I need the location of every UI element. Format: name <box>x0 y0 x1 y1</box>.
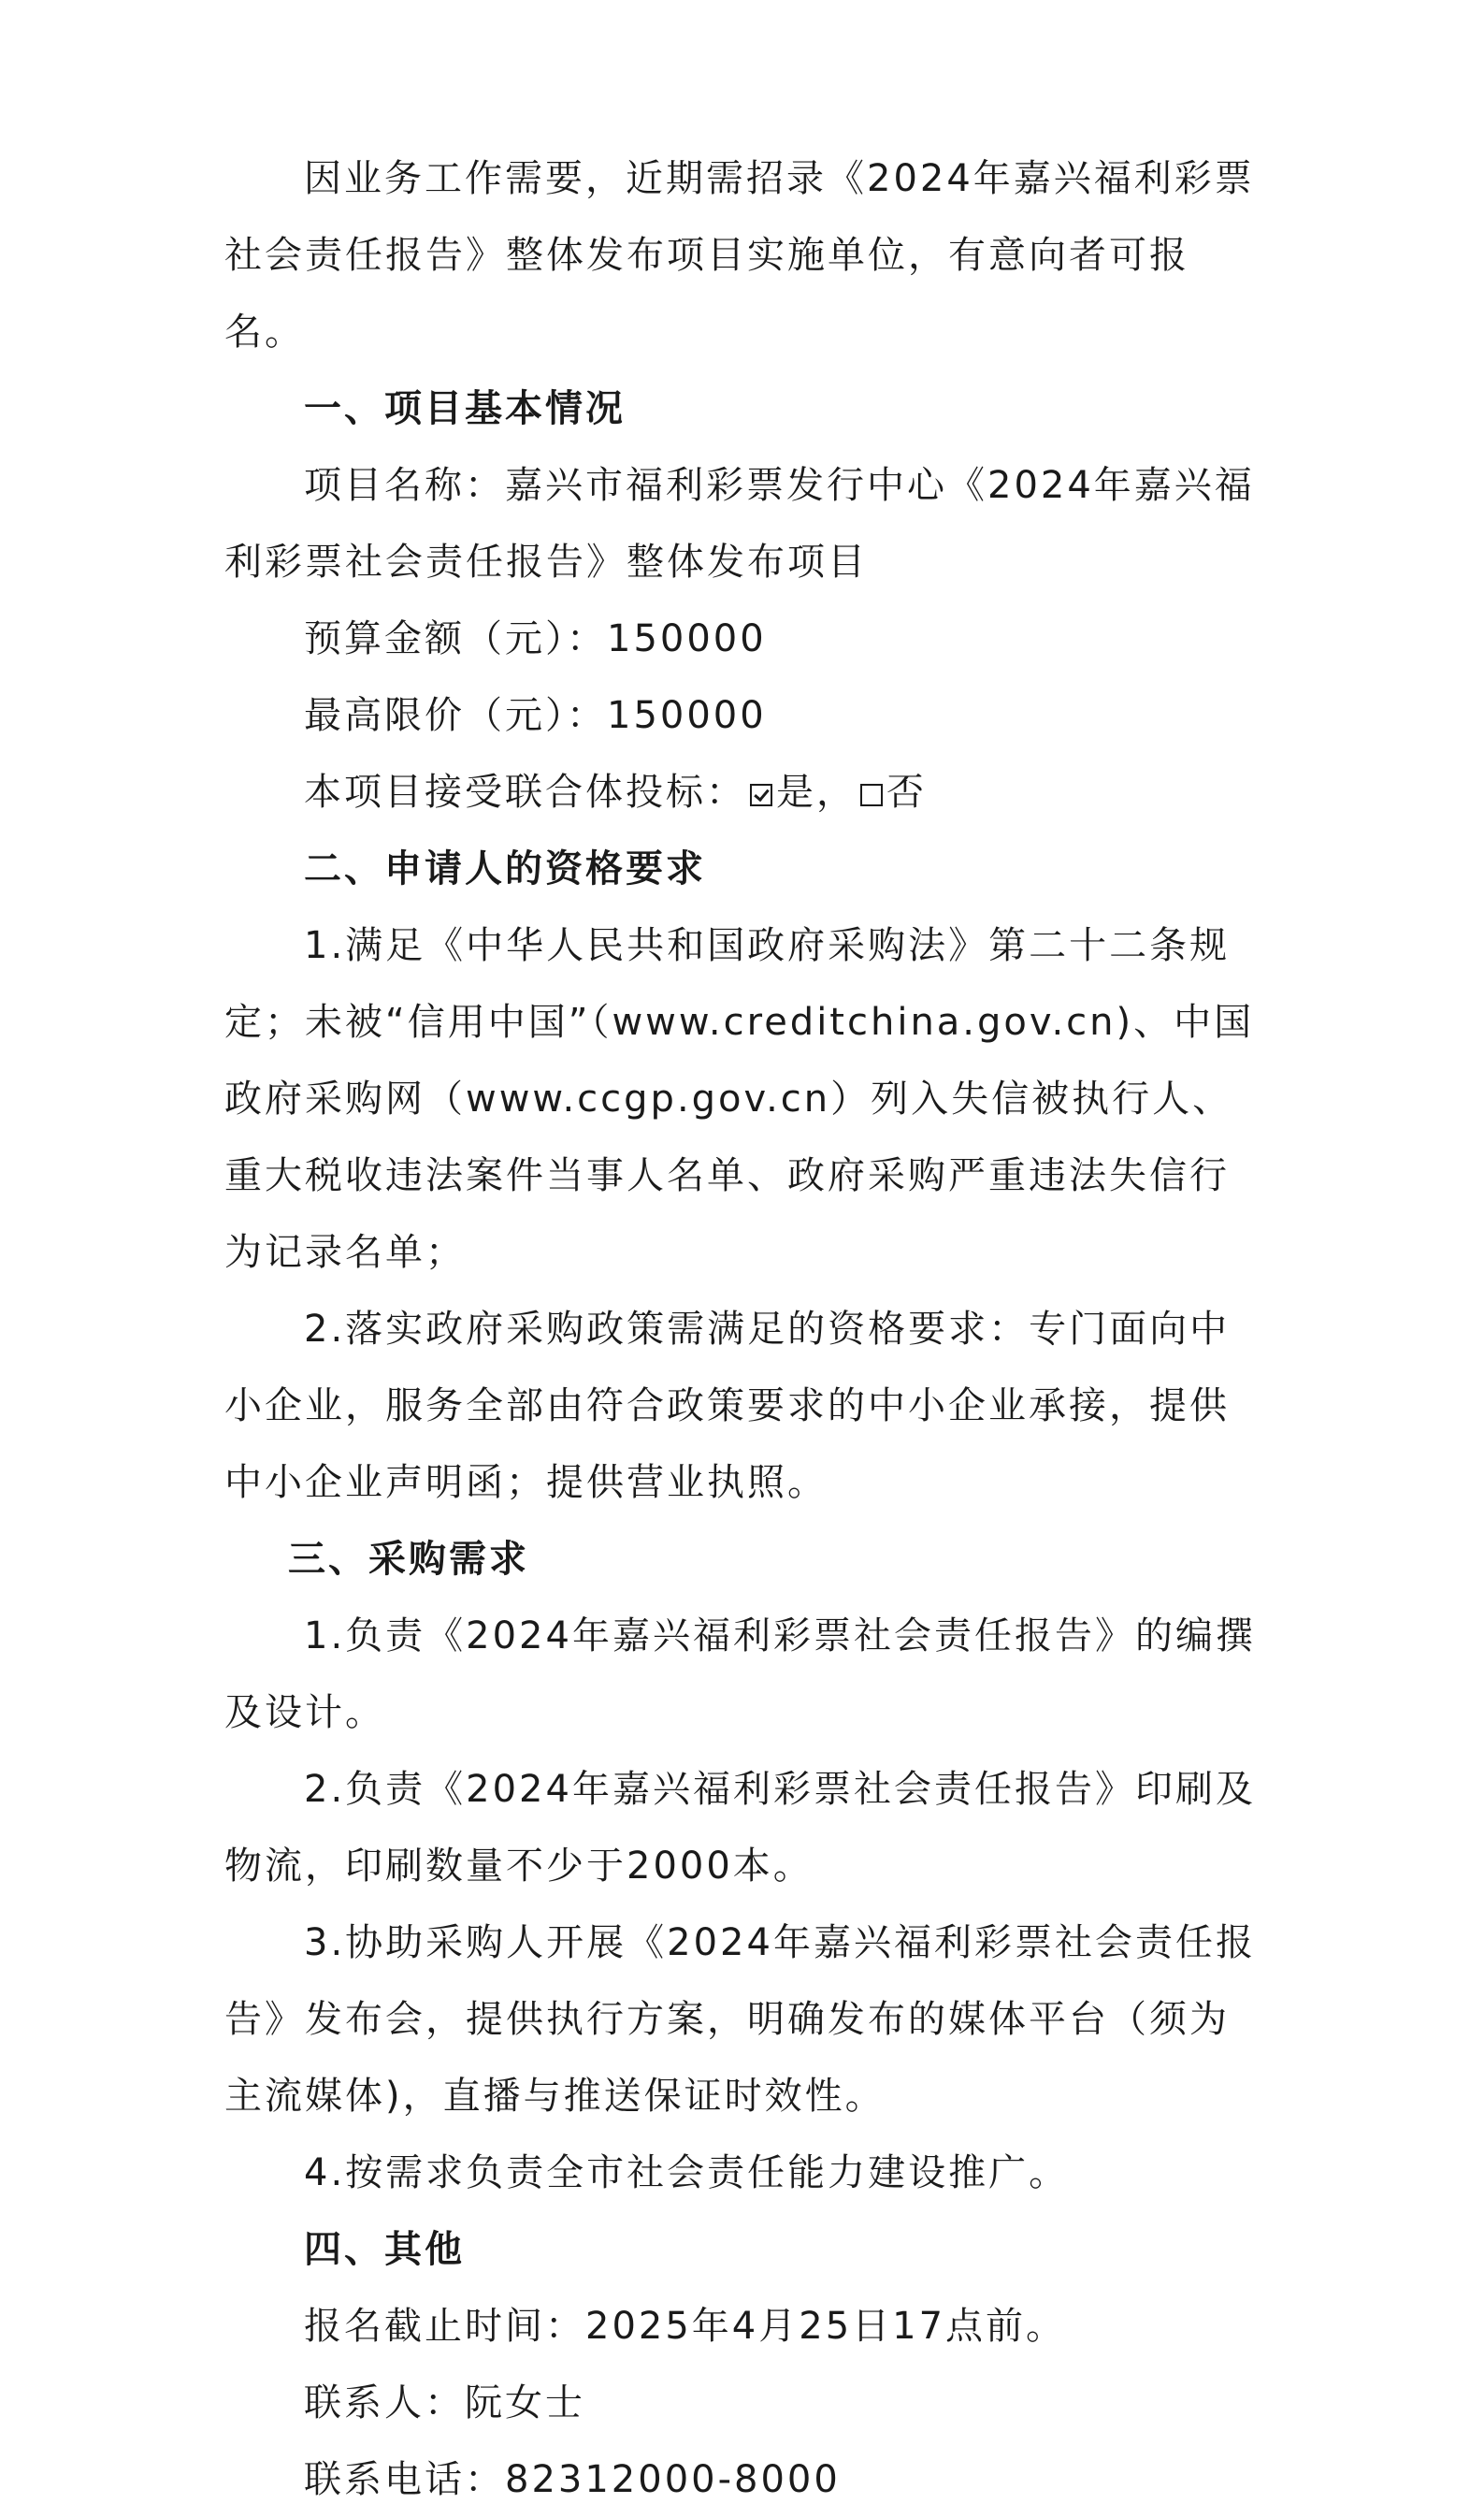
requirement-item: 4.按需求负责全市社会责任能力建设推广。 <box>304 2151 1070 2194</box>
consortium-label: 本项目接受联合体投标： <box>304 771 746 814</box>
section4-heading: 四、其他 <box>304 2228 465 2271</box>
section1-heading: 一、项目基本情况 <box>304 387 626 430</box>
project-name: 项目名称：嘉兴市福利彩票发行中心《2024年嘉兴福利彩票社会责任报告》整体发布项目 <box>224 464 1255 584</box>
section2-heading: 二、申请人的资格要求 <box>304 847 706 890</box>
intro-paragraph: 因业务工作需要，近期需招录《2024年嘉兴福利彩票社会责任报告》整体发布项目实施单位，有意向者可报名。 <box>224 157 1255 354</box>
checkbox-unchecked-icon <box>860 784 883 806</box>
contact-person: 联系人：阮女士 <box>304 2381 585 2424</box>
requirement-item: 3.协助采购人开展《2024年嘉兴福利彩票社会责任报告》发布会，提供执行方案，明确发布的媒体平台（须为主流媒体)，直播与推送保证时效性。 <box>224 1921 1256 2118</box>
requirement-item: 1.负责《2024年嘉兴福利彩票社会责任报告》的编撰及设计。 <box>224 1614 1256 1734</box>
requirement-item: 2.负责《2024年嘉兴福利彩票社会责任报告》印刷及物流，印刷数量不少于2000本。 <box>224 1768 1256 1888</box>
qualification-item: 2.落实政府采购政策需满足的资格要求：专门面向中小企业，服务全部由符合政策要求的中小企业承接，提供中小企业声明函；提供营业执照。 <box>224 1308 1231 1504</box>
consortium-no-label: 否 <box>886 771 927 814</box>
document-body <box>224 140 1258 2518</box>
max-price: 最高限价（元）：150000 <box>304 694 767 737</box>
contact-phone: 联系电话：82312000-8000 <box>304 2458 841 2501</box>
registration-deadline: 报名截止时间：2025年4月25日17点前。 <box>304 2305 1067 2348</box>
budget-amount: 预算金额（元）：150000 <box>304 617 767 660</box>
section3-heading: 三、采购需求 <box>288 1538 529 1581</box>
consortium-yes-label: 是， <box>776 771 857 814</box>
consortium-line <box>224 754 1258 831</box>
checkbox-checked-icon <box>750 784 772 806</box>
qualification-item: 1.满足《中华人民共和国政府采购法》第二十二条规定；未被“信用中国”（www.creditchina.gov.cn)、中国政府采购网（www.ccgp.gov.cn）列入失信被执行人、重大税收违法案件当事人名单、政府采购严重违法失信行为记录名单； <box>224 924 1255 1274</box>
